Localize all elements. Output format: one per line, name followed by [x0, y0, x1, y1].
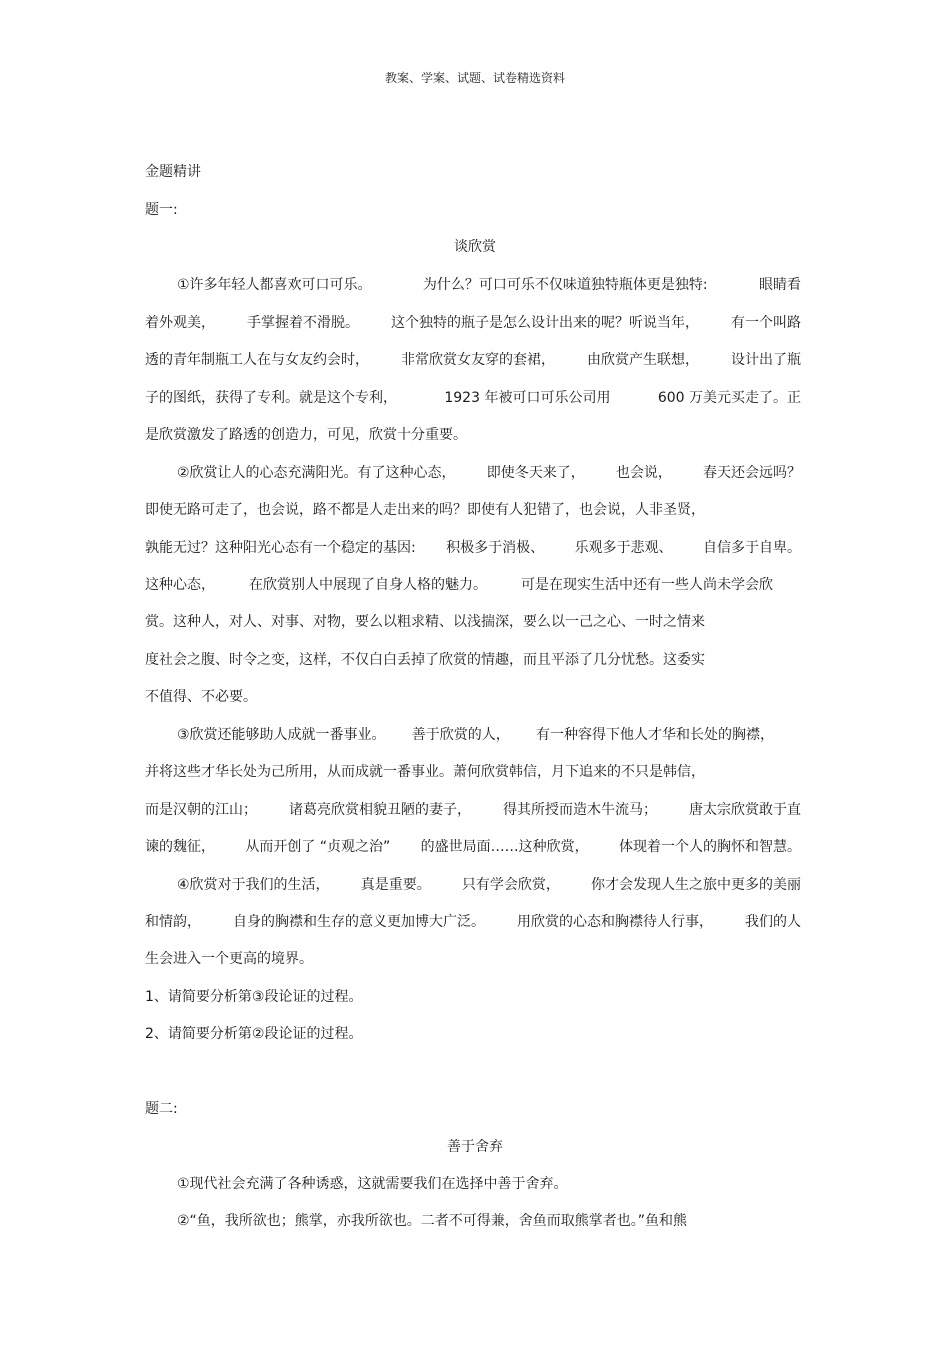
question-1-item-2: 2、请简要分析第②段论证的过程。	[145, 1026, 363, 1042]
essay-1-p1-line-3: 透的青年制瓶工人在与女友约会时， 非常欣赏女友穿的套裙， 由欣赏产生联想， 设计出了瓶	[145, 352, 801, 368]
essay-1-p2-line-5: 赏。这种人，对人、对事、对物，要么以粗求精、以浅揣深，要么以一己之心、一时之情来	[145, 614, 705, 630]
essay-1-p2-line-7: 不值得、不必要。	[145, 689, 257, 705]
essay-2-p2-line-1: ②“鱼，我所欲也；熊掌，亦我所欲也。二者不可得兼，舍鱼而取熊掌者也。”鱼和熊	[177, 1213, 688, 1229]
essay-1-p4-line-1: ④欣赏对于我们的生活， 真是重要。 只有学会欣赏， 你才会发现人生之旅中更多的美丽	[177, 877, 801, 893]
essay-1-p3-line-1: ③欣赏还能够助人成就一番事业。 善于欣赏的人， 有一种容得下他人才华和长处的胸襟，	[177, 727, 774, 743]
page-header: 教案、学案、试题、试卷精选资料	[384, 71, 565, 85]
question-2-label: 题二:	[145, 1101, 178, 1117]
essay-1-p2-line-6: 度社会之腹、时令之变，这样，不仅白白丢掉了欣赏的情趣，而且平添了几分忧愁。这委实	[145, 652, 705, 668]
essay-1-p1-line-2: 着外观美， 手掌握着不滑脱。 这个独特的瓶子是怎么设计出来的呢？听说当年， 有一个叫路	[145, 315, 801, 331]
essay-1-p1-line-4: 子的图纸，获得了专利。就是这个专利， 1923 年被可口可乐公司用 600 万美元买走了。正	[145, 390, 801, 406]
essay-1-title: 谈欣赏	[454, 239, 496, 255]
essay-1-p3-line-4: 谏的魏征， 从而开创了 “贞观之治” 的盛世局面……这种欣赏， 体现着一个人的胸怀和智慧。	[145, 839, 801, 855]
essay-2-p1: ①现代社会充满了各种诱惑，这就需要我们在选择中善于舍弃。	[177, 1176, 568, 1192]
essay-1-p2-line-3: 孰能无过？这种阳光心态有一个稳定的基因: 积极多于消极、 乐观多于悲观、 自信多于自卑。	[145, 540, 801, 556]
question-1-item-1: 1、请简要分析第③段论证的过程。	[145, 989, 363, 1005]
essay-1-p1-line-5: 是欣赏激发了路透的创造力，可见，欣赏十分重要。	[145, 427, 467, 443]
section-title: 金题精讲	[145, 164, 201, 180]
essay-1-p2-line-1: ②欣赏让人的心态充满阳光。有了这种心态， 即使冬天来了， 也会说， 春天还会远吗？	[177, 465, 801, 481]
essay-1-p4-line-2: 和情韵， 自身的胸襟和生存的意义更加博大广泛。 用欣赏的心态和胸襟待人行事， 我们的人	[145, 914, 801, 930]
essay-1-p2-line-2: 即使无路可走了，也会说，路不都是人走出来的吗？即使有人犯错了，也会说，人非圣贤，	[145, 502, 705, 518]
essay-1-p3-line-2: 并将这些才华长处为己所用，从而成就一番事业。萧何欣赏韩信，月下追来的不只是韩信，	[145, 764, 705, 780]
essay-1-p4-line-3: 生会进入一个更高的境界。	[145, 951, 313, 967]
question-1-label: 题一:	[145, 202, 178, 218]
essay-2-title: 善于舍弃	[447, 1139, 503, 1155]
essay-1-p3-line-3: 而是汉朝的江山； 诸葛亮欣赏相貌丑陋的妻子， 得其所授而造木牛流马； 唐太宗欣赏敢于直	[145, 802, 801, 818]
essay-1-p1-line-1: ①许多年轻人都喜欢可口可乐。 为什么？可口可乐不仅味道独特瓶体更是独特: 眼睛看	[177, 277, 801, 293]
essay-1-p2-line-4: 这种心态， 在欣赏别人中展现了自身人格的魅力。 可是在现实生活中还有一些人尚未学会欣	[145, 577, 773, 593]
